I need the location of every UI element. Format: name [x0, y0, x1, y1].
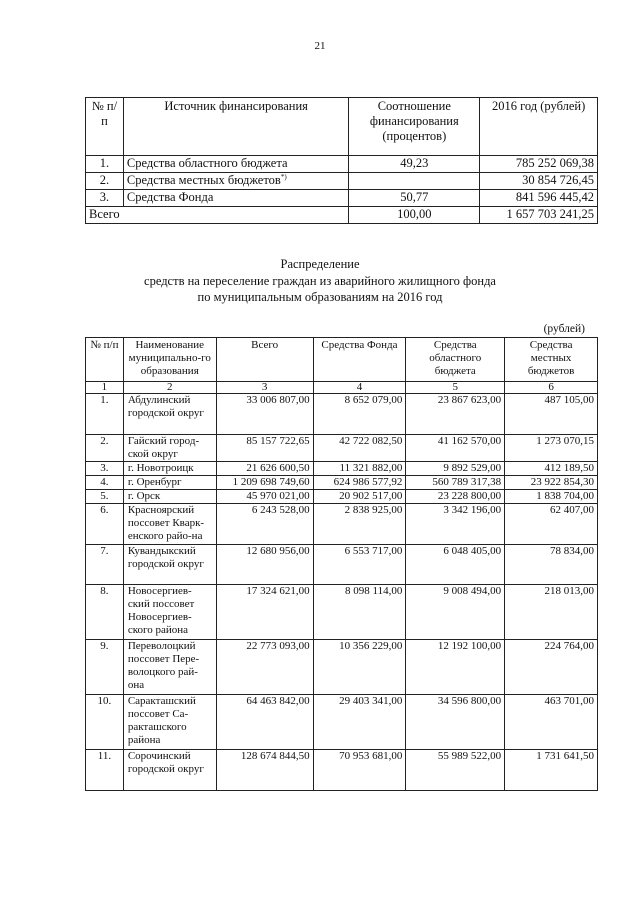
cell-fund: 2 838 925,00 — [313, 504, 406, 545]
cell-num: 3. — [86, 462, 124, 476]
header-year: 2016 год (рублей) — [480, 98, 598, 156]
cell-local: 62 407,00 — [505, 504, 598, 545]
cell-name: Сорочинский городской округ — [123, 750, 216, 791]
funding-amount: 785 252 069,38 — [480, 156, 598, 173]
funding-amount: 30 854 726,45 — [480, 173, 598, 190]
funding-source: Средства областного бюджета — [123, 156, 348, 173]
cell-regional: 41 162 570,00 — [406, 435, 505, 462]
table-row — [86, 585, 598, 640]
cell-fund: 29 403 341,00 — [313, 695, 406, 750]
funding-source-table — [85, 97, 598, 224]
cell-num: 6. — [86, 504, 124, 545]
header-num: № п/п — [86, 98, 124, 156]
cell-fund: 20 902 517,00 — [313, 490, 406, 504]
cell-name: Новосергиев-ский поссовет Новосергиев-ского района — [123, 585, 216, 640]
cell-fund: 8 652 079,00 — [313, 394, 406, 435]
cell-name: г. Оренбург — [123, 476, 216, 490]
cell-local: 412 189,50 — [505, 462, 598, 476]
cell-fund: 6 553 717,00 — [313, 545, 406, 585]
cell-regional: 34 596 800,00 — [406, 695, 505, 750]
header-fund: Средства Фонда — [313, 338, 406, 382]
distribution-body — [86, 394, 598, 791]
cell-name: Гайский город-ской округ — [123, 435, 216, 462]
cell-fund: 10 356 229,00 — [313, 640, 406, 695]
distribution-subtitle: средств на переселение граждан из аварийного жилищного фонда — [144, 274, 496, 288]
cell-total: 21 626 600,50 — [216, 462, 313, 476]
funding-row — [86, 173, 598, 190]
header-num: № п/п — [86, 338, 124, 382]
unit-label: (рублей) — [543, 323, 585, 335]
cell-regional: 6 048 405,00 — [406, 545, 505, 585]
funding-header-row — [86, 98, 598, 156]
cell-local: 78 834,00 — [505, 545, 598, 585]
cell-num: 1. — [86, 394, 124, 435]
cell-regional: 23 228 800,00 — [406, 490, 505, 504]
table-row — [86, 490, 598, 504]
header-local: Средства местных бюджетов — [505, 338, 598, 382]
cell-regional: 9 892 529,00 — [406, 462, 505, 476]
cell-local: 1 838 704,00 — [505, 490, 598, 504]
column-number: 3 — [216, 382, 313, 394]
cell-fund: 8 098 114,00 — [313, 585, 406, 640]
cell-name: Переволоцкий поссовет Пере-волоцкого рай-она — [123, 640, 216, 695]
table-row — [86, 435, 598, 462]
cell-local: 23 922 854,30 — [505, 476, 598, 490]
cell-num: 8. — [86, 585, 124, 640]
funding-source-label: Средства местных бюджетов — [126, 173, 281, 187]
cell-regional: 560 789 317,38 — [406, 476, 505, 490]
funding-ratio: 49,23 — [349, 156, 480, 173]
cell-name: Красноярский поссовет Кварк-енского райо-на — [123, 504, 216, 545]
cell-fund: 624 986 577,92 — [313, 476, 406, 490]
distribution-title: Распределение — [280, 257, 360, 271]
funding-num: 1. — [86, 156, 124, 173]
column-number-row — [86, 382, 598, 394]
cell-num: 7. — [86, 545, 124, 585]
cell-num: 4. — [86, 476, 124, 490]
cell-regional: 23 867 623,00 — [406, 394, 505, 435]
funding-ratio — [349, 173, 480, 190]
cell-total: 12 680 956,00 — [216, 545, 313, 585]
cell-local: 487 105,00 — [505, 394, 598, 435]
table-row — [86, 640, 598, 695]
column-number: 6 — [505, 382, 598, 394]
distribution-subtitle-year: по муниципальным образованиям на 2016 год — [197, 290, 443, 304]
cell-total: 22 773 093,00 — [216, 640, 313, 695]
footnote-mark: *) — [280, 172, 287, 181]
funding-num: 3. — [86, 190, 124, 207]
column-number: 5 — [406, 382, 505, 394]
cell-total: 1 209 698 749,60 — [216, 476, 313, 490]
funding-total-row — [86, 207, 598, 224]
header-name: Наименование муниципально-го образования — [123, 338, 216, 382]
cell-num: 5. — [86, 490, 124, 504]
cell-fund: 11 321 882,00 — [313, 462, 406, 476]
cell-total: 45 970 021,00 — [216, 490, 313, 504]
header-regional: Средства областного бюджета — [406, 338, 505, 382]
cell-num: 11. — [86, 750, 124, 791]
funding-num: 2. — [86, 173, 124, 190]
funding-amount: 841 596 445,42 — [480, 190, 598, 207]
table-row — [86, 394, 598, 435]
header-total: Всего — [216, 338, 313, 382]
funding-ratio: 50,77 — [349, 190, 480, 207]
cell-num: 2. — [86, 435, 124, 462]
cell-local: 218 013,00 — [505, 585, 598, 640]
cell-name: г. Новотроицк — [123, 462, 216, 476]
funding-source — [123, 173, 348, 190]
column-number: 1 — [86, 382, 124, 394]
header-ratio: Соотношение финансирования (процентов) — [349, 98, 480, 156]
funding-source: Средства Фонда — [123, 190, 348, 207]
distribution-header-row — [86, 338, 598, 382]
cell-local: 1 731 641,50 — [505, 750, 598, 791]
cell-total: 128 674 844,50 — [216, 750, 313, 791]
cell-regional: 9 008 494,00 — [406, 585, 505, 640]
cell-name: Кувандыкский городской округ — [123, 545, 216, 585]
cell-name: Абдулинский городской округ — [123, 394, 216, 435]
total-amount: 1 657 703 241,25 — [480, 207, 598, 224]
cell-total: 64 463 842,00 — [216, 695, 313, 750]
cell-total: 17 324 621,00 — [216, 585, 313, 640]
cell-total: 6 243 528,00 — [216, 504, 313, 545]
table-row — [86, 750, 598, 791]
cell-name: Саракташский поссовет Са-ракташского района — [123, 695, 216, 750]
cell-num: 10. — [86, 695, 124, 750]
cell-fund: 42 722 082,50 — [313, 435, 406, 462]
page-number: 21 — [314, 40, 326, 52]
total-ratio: 100,00 — [349, 207, 480, 224]
cell-local: 463 701,00 — [505, 695, 598, 750]
table-row — [86, 504, 598, 545]
cell-regional: 12 192 100,00 — [406, 640, 505, 695]
cell-regional: 55 989 522,00 — [406, 750, 505, 791]
column-number: 2 — [123, 382, 216, 394]
column-number: 4 — [313, 382, 406, 394]
cell-local: 1 273 070,15 — [505, 435, 598, 462]
distribution-table — [85, 337, 598, 791]
cell-fund: 70 953 681,00 — [313, 750, 406, 791]
cell-regional: 3 342 196,00 — [406, 504, 505, 545]
cell-total: 85 157 722,65 — [216, 435, 313, 462]
header-source: Источник финансирования — [123, 98, 348, 156]
table-row — [86, 545, 598, 585]
funding-row — [86, 156, 598, 173]
table-row — [86, 695, 598, 750]
funding-row — [86, 190, 598, 207]
table-row — [86, 462, 598, 476]
total-label: Всего — [86, 207, 349, 224]
cell-name: г. Орск — [123, 490, 216, 504]
cell-local: 224 764,00 — [505, 640, 598, 695]
cell-num: 9. — [86, 640, 124, 695]
cell-total: 33 006 807,00 — [216, 394, 313, 435]
table-row — [86, 476, 598, 490]
